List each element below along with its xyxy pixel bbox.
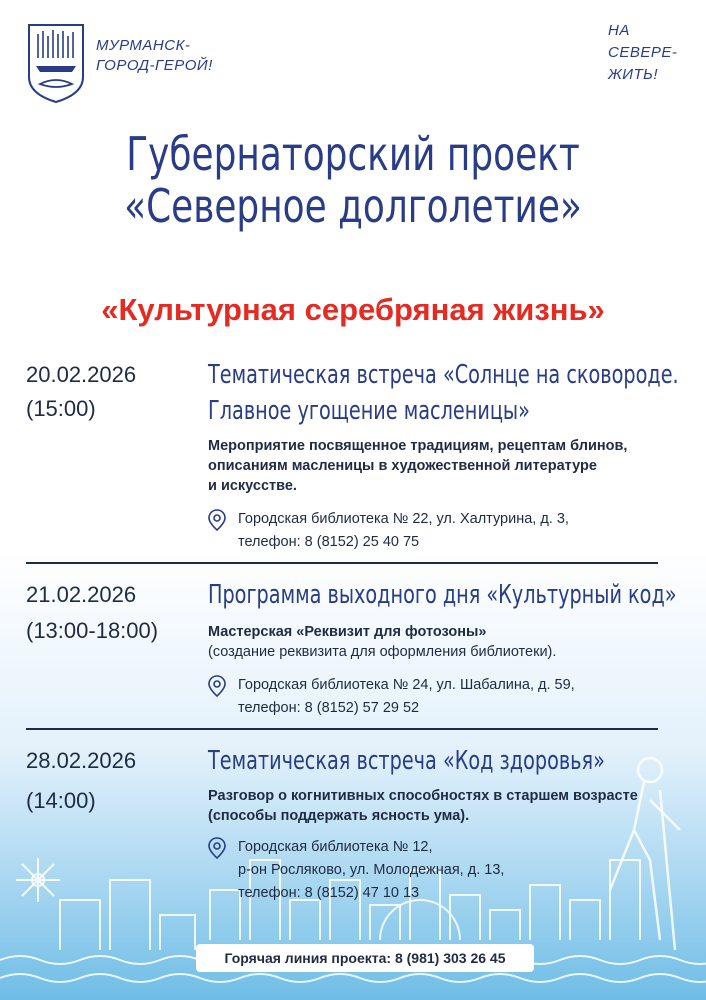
- description-line: и искусстве.: [208, 478, 297, 494]
- location-pin-icon: [208, 837, 226, 859]
- city-slogan-line: МУРМАНСК-: [96, 37, 191, 54]
- title-line: «Северное долголетие»: [124, 179, 582, 233]
- north-slogan-line: ЖИТЬ!: [608, 66, 659, 83]
- location-line: телефон: 8 (8152) 57 29 52: [238, 700, 420, 716]
- event-date: 20.02.2026: [26, 362, 137, 387]
- event-date: 28.02.2026: [26, 748, 137, 773]
- project-subtitle: «Культурная серебряная жизнь»: [101, 292, 605, 327]
- title-line: Губернаторский проект: [126, 127, 580, 181]
- event-time: (15:00): [26, 396, 96, 421]
- description-line: Мероприятие посвященное традициям, рецептам блинов,: [208, 438, 628, 454]
- event-description: [208, 622, 556, 662]
- description-line: (способы поддержать ясность ума).: [208, 808, 470, 824]
- event-title: Главное угощение масленицы»: [208, 396, 530, 426]
- location-pin-icon: [208, 675, 226, 697]
- event-title: Тематическая встреча «Солнце на сковороде.: [208, 360, 679, 390]
- page-title: [0, 128, 706, 232]
- city-coat-of-arms-icon: [26, 22, 86, 104]
- event-time: (13:00-18:00): [26, 618, 159, 643]
- city-slogan: [96, 36, 213, 76]
- event-title: Программа выходного дня «Культурный код»: [208, 580, 677, 610]
- event-divider: [26, 562, 658, 564]
- description-line: Мастерская «Реквизит для фотозоны»: [208, 624, 487, 640]
- location-pin-icon: [208, 509, 226, 531]
- event-divider: [26, 728, 658, 730]
- event-description: [208, 436, 627, 496]
- location-line: Городская библиотека № 22, ул. Халтурина, д. 3,: [238, 511, 569, 527]
- description-line: Разговор о когнитивных способностях в старшем возрасте: [208, 788, 638, 804]
- location-line: телефон: 8 (8152) 25 40 75: [238, 534, 420, 550]
- north-slogan-line: НА: [608, 22, 630, 39]
- snowflake-icon: [16, 858, 60, 902]
- location-line: р-он Росляково, ул. Молодежная, д. 13,: [238, 862, 505, 878]
- description-line: описаниям масленицы в художественной литературе: [208, 458, 597, 474]
- event-date: 21.02.2026: [26, 582, 137, 607]
- event-description: [208, 786, 638, 826]
- event-time: (14:00): [26, 788, 96, 813]
- location-line: телефон: 8 (8152) 47 10 13: [238, 885, 420, 901]
- description-line: (создание реквизита для оформления библиотеки).: [208, 644, 557, 660]
- north-slogan: [608, 20, 677, 86]
- north-slogan-line: СЕВЕРЕ-: [608, 44, 678, 61]
- hotline-banner: Горячая линия проекта: 8 (981) 303 26 45: [196, 944, 534, 972]
- city-slogan-line: ГОРОД-ГЕРОЙ!: [96, 57, 213, 74]
- location-line: Городская библиотека № 24, ул. Шабалина, д. 59,: [238, 677, 575, 693]
- event-title: Тематическая встреча «Код здоровья»: [208, 746, 605, 776]
- location-line: Городская библиотека № 12,: [238, 839, 433, 855]
